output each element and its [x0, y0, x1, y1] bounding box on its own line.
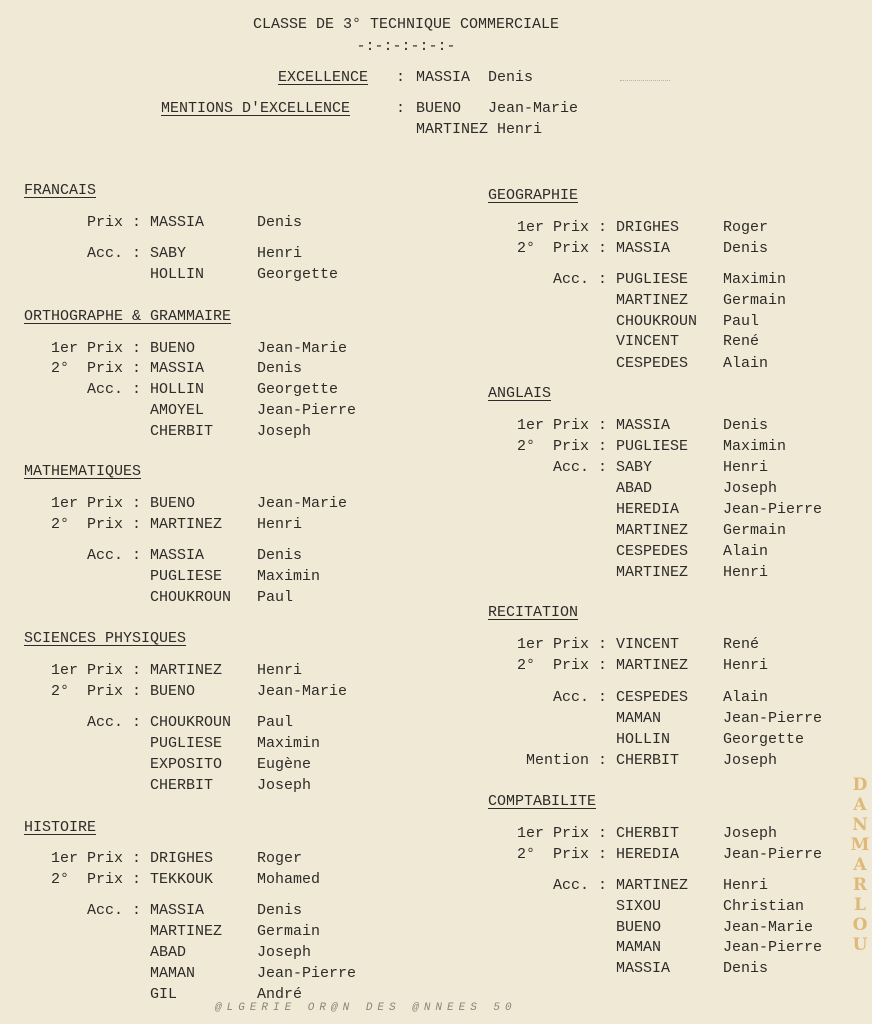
award-rank: Acc. :	[87, 902, 142, 919]
award-rank: 1er Prix :	[51, 850, 142, 867]
mentions-label: MENTIONS D'EXCELLENCE	[161, 100, 351, 117]
student-last-name: MAMAN	[616, 710, 662, 727]
student-last-name: MARTINEZ	[616, 292, 689, 309]
student-last-name: CESPEDES	[616, 543, 689, 560]
student-last-name: BUENO	[150, 340, 196, 357]
student-last-name: MAMAN	[616, 939, 662, 956]
student-last-name: BUENO	[616, 919, 662, 936]
student-last-name: SABY	[616, 459, 653, 476]
student-last-name: EXPOSITO	[150, 756, 223, 773]
student-last-name: PUGLIESE	[616, 438, 689, 455]
student-last-name: CESPEDES	[616, 355, 689, 372]
footer-caption: @LGERIE OR@N DES @NNEES 50	[215, 1002, 517, 1014]
student-first-name: Georgette	[257, 381, 339, 398]
student-last-name: HOLLIN	[616, 731, 671, 748]
student-last-name: MASSIA	[616, 960, 671, 977]
student-first-name: Alain	[723, 689, 769, 706]
award-rank: Acc. :	[87, 381, 142, 398]
section-title: HISTOIRE	[24, 819, 97, 836]
student-first-name: Joseph	[723, 825, 778, 842]
award-rank: 2° Prix :	[51, 871, 142, 888]
student-first-name: Jean-Pierre	[257, 402, 357, 419]
student-last-name: MASSIA	[150, 902, 205, 919]
student-first-name: Joseph	[723, 480, 778, 497]
student-first-name: René	[723, 636, 760, 653]
student-first-name: Henri	[723, 564, 769, 581]
award-rank: Acc. :	[87, 714, 142, 731]
student-last-name: DRIGHES	[616, 219, 680, 236]
award-rank: Prix :	[87, 214, 142, 231]
watermark: DANMARLOU	[850, 775, 870, 955]
award-rank: 2° Prix :	[51, 683, 142, 700]
student-last-name: MASSIA	[150, 547, 205, 564]
student-first-name: Denis	[257, 547, 303, 564]
student-last-name: AMOYEL	[150, 402, 205, 419]
student-last-name: MARTINEZ	[616, 564, 689, 581]
student-first-name: Christian	[723, 898, 805, 915]
student-first-name: Denis	[257, 902, 303, 919]
mentions-sep: :	[396, 100, 406, 117]
student-last-name: MAMAN	[150, 965, 196, 982]
student-last-name: CHERBIT	[150, 423, 214, 440]
student-first-name: Denis	[257, 360, 303, 377]
student-last-name: ABAD	[150, 944, 187, 961]
student-first-name: Paul	[257, 714, 294, 731]
award-rank: 1er Prix :	[517, 219, 608, 236]
award-rank: 1er Prix :	[517, 636, 608, 653]
dotted-line	[620, 80, 670, 81]
student-first-name: Maximin	[257, 568, 321, 585]
student-first-name: Jean-Pierre	[723, 710, 823, 727]
student-last-name: MARTINEZ	[616, 657, 689, 674]
student-last-name: MASSIA	[616, 417, 671, 434]
student-last-name: DRIGHES	[150, 850, 214, 867]
section-title: GEOGRAPHIE	[488, 187, 579, 204]
student-last-name: BUENO	[150, 683, 196, 700]
student-last-name: VINCENT	[616, 636, 680, 653]
student-last-name: SIXOU	[616, 898, 662, 915]
student-first-name: Henri	[723, 459, 769, 476]
award-rank: Acc. :	[553, 877, 608, 894]
student-last-name: CHERBIT	[616, 825, 680, 842]
student-first-name: Jean-Marie	[257, 683, 348, 700]
student-first-name: Jean-Marie	[257, 340, 348, 357]
award-rank: 1er Prix :	[517, 417, 608, 434]
student-last-name: CHOUKROUN	[150, 714, 232, 731]
award-rank: 1er Prix :	[51, 340, 142, 357]
student-first-name: Alain	[723, 543, 769, 560]
student-last-name: SABY	[150, 245, 187, 262]
student-first-name: Joseph	[257, 423, 312, 440]
section-title: FRANCAIS	[24, 182, 97, 199]
student-first-name: Joseph	[723, 752, 778, 769]
student-first-name: Henri	[257, 662, 303, 679]
student-first-name: Eugène	[257, 756, 312, 773]
award-rank: Acc. :	[87, 547, 142, 564]
student-last-name: MARTINEZ	[150, 923, 223, 940]
student-last-name: CHOUKROUN	[150, 589, 232, 606]
student-first-name: Georgette	[257, 266, 339, 283]
student-last-name: MASSIA	[150, 360, 205, 377]
title-divider: -:-:-:-:-:-	[356, 38, 456, 55]
award-rank: 1er Prix :	[51, 495, 142, 512]
student-last-name: HEREDIA	[616, 846, 680, 863]
student-first-name: Paul	[257, 589, 294, 606]
student-last-name: BUENO	[150, 495, 196, 512]
student-first-name: René	[723, 333, 760, 350]
page-title: CLASSE DE 3° TECHNIQUE COMMERCIALE	[252, 16, 560, 33]
section-title: RECITATION	[488, 604, 579, 621]
student-last-name: MARTINEZ	[616, 522, 689, 539]
award-rank: 2° Prix :	[517, 657, 608, 674]
award-rank: 2° Prix :	[51, 360, 142, 377]
student-last-name: MARTINEZ	[150, 662, 223, 679]
award-rank: Mention :	[526, 752, 608, 769]
student-first-name: Germain	[723, 522, 787, 539]
student-first-name: Mohamed	[257, 871, 321, 888]
student-last-name: ABAD	[616, 480, 653, 497]
student-first-name: Jean-Pierre	[257, 965, 357, 982]
student-first-name: Maximin	[723, 271, 787, 288]
student-first-name: André	[257, 986, 303, 1003]
award-rank: 1er Prix :	[517, 825, 608, 842]
student-last-name: CHERBIT	[616, 752, 680, 769]
student-last-name: VINCENT	[616, 333, 680, 350]
student-first-name: Henri	[257, 245, 303, 262]
student-last-name: PUGLIESE	[616, 271, 689, 288]
excellence-name: MASSIA Denis	[416, 69, 534, 86]
award-rank: Acc. :	[553, 271, 608, 288]
student-first-name: Denis	[723, 240, 769, 257]
section-title: ANGLAIS	[488, 385, 552, 402]
award-rank: 2° Prix :	[51, 516, 142, 533]
section-title: COMPTABILITE	[488, 793, 597, 810]
student-first-name: Jean-Pierre	[723, 939, 823, 956]
student-first-name: Jean-Marie	[723, 919, 814, 936]
student-last-name: GIL	[150, 986, 178, 1003]
student-last-name: MARTINEZ	[616, 877, 689, 894]
student-first-name: Henri	[723, 657, 769, 674]
student-last-name: HOLLIN	[150, 266, 205, 283]
student-first-name: Joseph	[257, 944, 312, 961]
student-first-name: Henri	[723, 877, 769, 894]
award-rank: 2° Prix :	[517, 240, 608, 257]
student-first-name: Jean-Marie	[257, 495, 348, 512]
student-last-name: MASSIA	[616, 240, 671, 257]
student-first-name: Germain	[257, 923, 321, 940]
student-last-name: PUGLIESE	[150, 568, 223, 585]
award-rank: 2° Prix :	[517, 438, 608, 455]
award-rank: Acc. :	[87, 245, 142, 262]
award-rank: Acc. :	[553, 459, 608, 476]
excellence-sep: :	[396, 69, 406, 86]
student-first-name: Joseph	[257, 777, 312, 794]
mentions-name: MARTINEZ Henri	[416, 121, 543, 138]
excellence-label: EXCELLENCE	[278, 69, 369, 86]
section-title: MATHEMATIQUES	[24, 463, 142, 480]
student-first-name: Jean-Pierre	[723, 846, 823, 863]
student-last-name: HEREDIA	[616, 501, 680, 518]
award-rank: Acc. :	[553, 689, 608, 706]
student-first-name: Denis	[723, 417, 769, 434]
student-first-name: Maximin	[257, 735, 321, 752]
mentions-name: BUENO Jean-Marie	[416, 100, 579, 117]
student-first-name: Denis	[723, 960, 769, 977]
student-first-name: Maximin	[723, 438, 787, 455]
student-first-name: Germain	[723, 292, 787, 309]
student-first-name: Georgette	[723, 731, 805, 748]
award-rank: 2° Prix :	[517, 846, 608, 863]
student-last-name: PUGLIESE	[150, 735, 223, 752]
student-last-name: MASSIA	[150, 214, 205, 231]
student-last-name: CHERBIT	[150, 777, 214, 794]
student-first-name: Jean-Pierre	[723, 501, 823, 518]
student-first-name: Paul	[723, 313, 760, 330]
section-title: SCIENCES PHYSIQUES	[24, 630, 187, 647]
student-first-name: Henri	[257, 516, 303, 533]
student-first-name: Roger	[723, 219, 769, 236]
student-last-name: HOLLIN	[150, 381, 205, 398]
student-first-name: Roger	[257, 850, 303, 867]
student-last-name: CESPEDES	[616, 689, 689, 706]
award-rank: 1er Prix :	[51, 662, 142, 679]
section-title: ORTHOGRAPHE & GRAMMAIRE	[24, 308, 232, 325]
student-last-name: CHOUKROUN	[616, 313, 698, 330]
student-last-name: MARTINEZ	[150, 516, 223, 533]
student-first-name: Denis	[257, 214, 303, 231]
student-last-name: TEKKOUK	[150, 871, 214, 888]
student-first-name: Alain	[723, 355, 769, 372]
